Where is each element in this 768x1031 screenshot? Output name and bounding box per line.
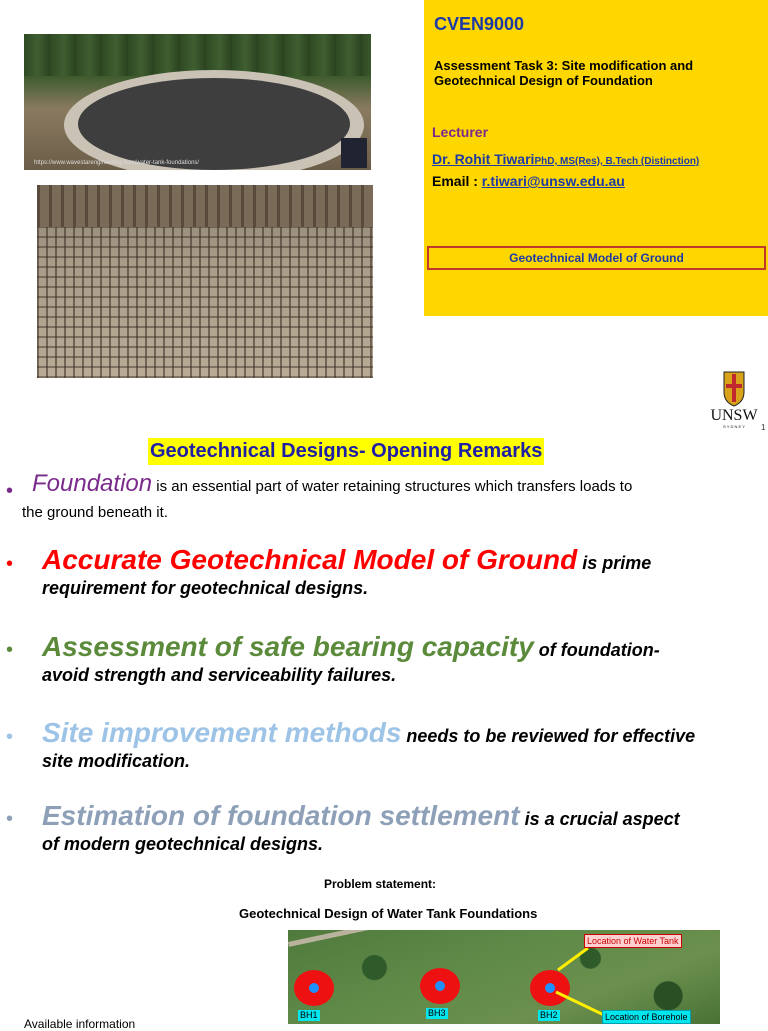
problem-title: Geotechnical Design of Water Tank Foundations [239, 906, 538, 921]
aerial-site-map [288, 930, 720, 1024]
assessment-task-title: Assessment Task 3: Site modification and Geotechnical Design of Foundation [434, 58, 694, 88]
bullet-line2: avoid strength and serviceability failures. [42, 665, 397, 685]
lecturer-label: Lecturer [432, 124, 489, 140]
borehole-label-bh1: BH1 [300, 1010, 318, 1020]
lecturer-name-link[interactable]: Dr. Rohit Tiwari [432, 151, 535, 167]
borehole-callout: Location of Borehole [602, 1010, 691, 1024]
course-code: CVEN9000 [434, 14, 525, 34]
bullet-line2: requirement for geotechnical designs. [42, 578, 369, 598]
tank-base [78, 78, 350, 170]
section-heading: Geotechnical Designs- Opening Remarks [148, 438, 544, 465]
email-link[interactable]: r.tiwari@unsw.edu.au [481, 173, 625, 189]
bullet-lead: Accurate Geotechnical Model of Ground [42, 544, 578, 575]
water-tank-callout: Location of Water Tank [584, 934, 682, 948]
available-information-label: Available information [24, 1017, 136, 1031]
bullet-lead: Estimation of foundation settlement [42, 800, 520, 831]
photo-source-caption[interactable]: https://www.wavestarengineering.com/water-tank-foundations/ [34, 160, 200, 166]
bullet-geotechnical-model [42, 544, 766, 599]
bullet-settlement [42, 800, 766, 855]
unsw-crest-icon [706, 370, 762, 430]
bullet-lead: Site improvement methods [42, 717, 402, 748]
bullet-tail: is prime [577, 553, 652, 573]
borehole-label-bh2: BH2 [540, 1010, 558, 1020]
bullet-dot: • [6, 726, 14, 748]
bullet-site-improvement [42, 717, 766, 772]
bullet-dot: • [6, 480, 14, 502]
bullet-dot: • [6, 808, 14, 830]
bullet-tail: needs to be reviewed for effective [401, 726, 696, 746]
bullet-lead: Foundation [32, 470, 153, 497]
geotechnical-model-button[interactable]: Geotechnical Model of Ground [427, 246, 766, 270]
rebar-mesh-photo [37, 185, 373, 378]
unsw-logo [706, 370, 762, 430]
bullet-tail: of foundation- [533, 640, 660, 660]
bullet-text-line2: the ground beneath it. [22, 504, 168, 521]
email-line [432, 173, 625, 189]
borehole-arrow-icon [556, 992, 606, 1016]
page-number: 1 [761, 423, 766, 432]
bullet-line2: site modification. [42, 751, 191, 771]
unsw-logo-text: UNSW [710, 407, 758, 424]
borehole-label-bh3: BH3 [428, 1008, 446, 1018]
lecturer-line [432, 151, 699, 169]
formwork-wall [37, 185, 373, 227]
email-label: Email : [432, 173, 482, 189]
bullet-dot: • [6, 639, 14, 661]
lecturer-qualifications[interactable]: PhD, MS(Res), B.Tech (Distinction) [534, 156, 700, 167]
machine-silhouette [341, 138, 367, 168]
bullet-line2: of modern geotechnical designs. [42, 834, 324, 854]
bullet-lead: Assessment of safe bearing capacity [42, 631, 534, 662]
bullet-foundation [32, 470, 764, 497]
water-tank-photo [24, 34, 371, 170]
unsw-logo-sub: S Y D N E Y [723, 424, 745, 429]
bullet-bearing-capacity [42, 631, 766, 686]
water-tank-arrow-icon [558, 948, 588, 970]
bullet-dot: • [6, 553, 14, 575]
bullet-text: is an essential part of water retaining structures which transfers loads to [152, 478, 633, 495]
bullet-tail: is a crucial aspect [519, 809, 680, 829]
problem-statement-label: Problem statement: [324, 877, 437, 891]
